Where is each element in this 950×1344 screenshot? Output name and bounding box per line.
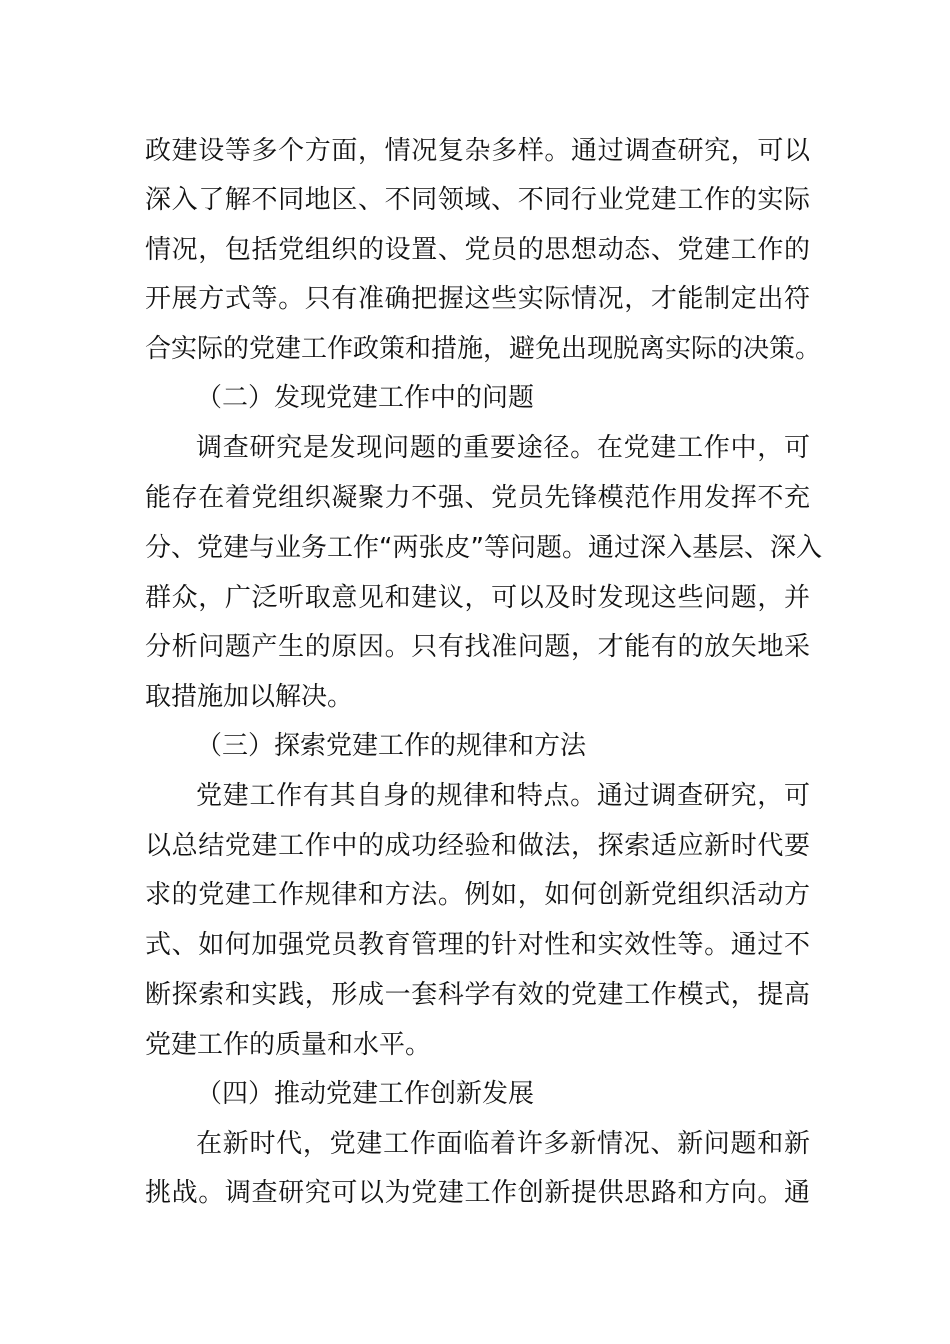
paragraph-line: 式、如何加强党员教育管理的针对性和实效性等。通过不 [145, 930, 810, 960]
paragraph-line: 断探索和实践，形成一套科学有效的党建工作模式，提高 [145, 980, 810, 1010]
paragraph-line: 党建工作的质量和水平。 [145, 1030, 432, 1060]
paragraph-line: 能存在着党组织凝聚力不强、党员先锋模范作用发挥不充 [145, 483, 810, 513]
paragraph-line: 政建设等多个方面，情况复杂多样。通过调查研究，可以 [145, 136, 810, 166]
paragraph-line: 挑战。调查研究可以为党建工作创新提供思路和方向。通 [145, 1178, 810, 1208]
paragraph-line: 在新时代，党建工作面临着许多新情况、新问题和新 [196, 1129, 810, 1159]
paragraph-line: 调查研究是发现问题的重要途径。在党建工作中，可 [196, 433, 810, 463]
paragraph-line: 取措施加以解决。 [145, 682, 354, 712]
paragraph-line: 分析问题产生的原因。只有找准问题，才能有的放矢地采 [145, 632, 810, 662]
paragraph-line: 深入了解不同地区、不同领域、不同行业党建工作的实际 [145, 185, 810, 215]
paragraph-line: 分、党建与业务工作“两张皮”等问题。通过深入基层、深入 [145, 533, 822, 563]
paragraph-line: 党建工作有其自身的规律和特点。通过调查研究，可 [196, 781, 810, 811]
paragraph-line: 群众，广泛听取意见和建议，可以及时发现这些问题，并 [145, 583, 810, 613]
paragraph-line: 情况，包括党组织的设置、党员的思想动态、党建工作的 [145, 235, 810, 265]
paragraph-line: 合实际的党建工作政策和措施，避免出现脱离实际的决策。 [145, 334, 822, 364]
section-heading: （二）发现党建工作中的问题 [196, 383, 535, 413]
section-heading: （三）探索党建工作的规律和方法 [196, 731, 587, 761]
paragraph-line: 开展方式等。只有准确把握这些实际情况，才能制定出符 [145, 284, 810, 314]
paragraph-line: 求的党建工作规律和方法。例如，如何创新党组织活动方 [145, 880, 810, 910]
section-heading: （四）推动党建工作创新发展 [196, 1079, 535, 1109]
paragraph-line: 以总结党建工作中的成功经验和做法，探索适应新时代要 [145, 831, 810, 861]
